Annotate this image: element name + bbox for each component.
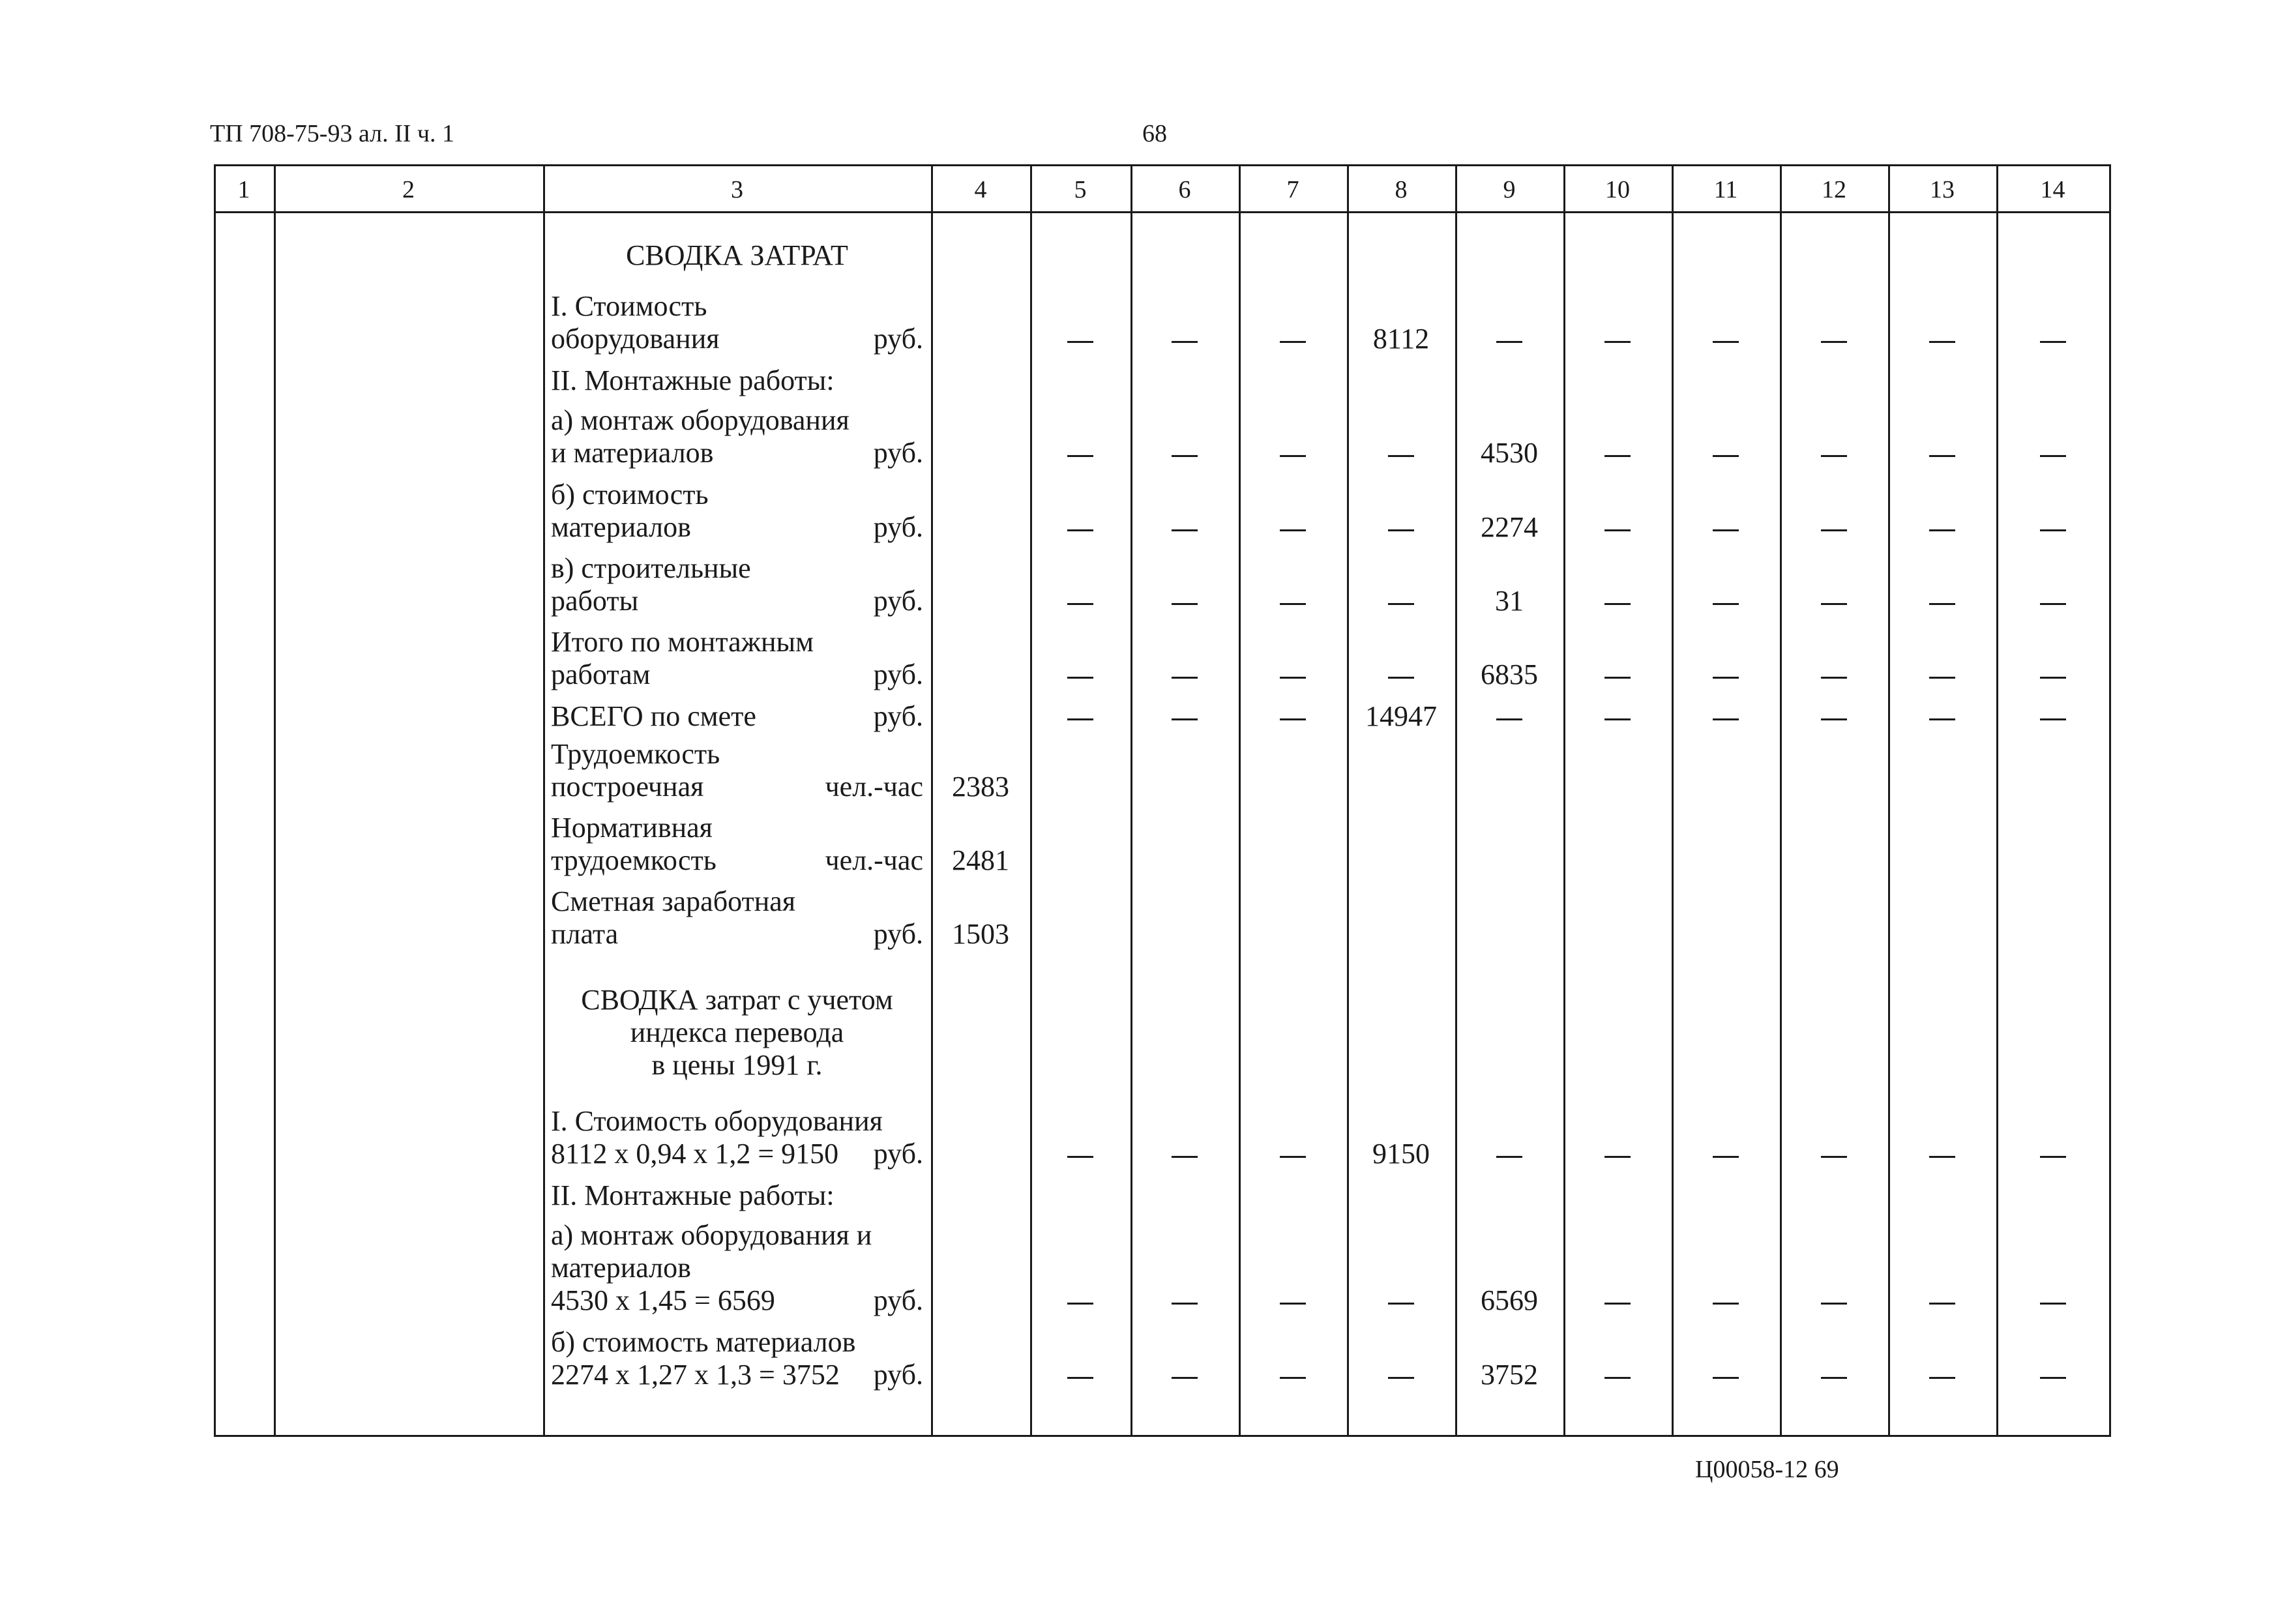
dash-mark <box>1172 603 1198 605</box>
unit-label: руб. <box>873 1138 923 1170</box>
value-cell: 8112 <box>1372 323 1430 355</box>
dash-mark <box>1713 603 1739 605</box>
section-title-line: СВОДКА затрат с учетом <box>581 984 893 1016</box>
column-number: 9 <box>1503 176 1516 203</box>
dash-mark <box>1067 529 1093 531</box>
dash-mark <box>2040 603 2066 605</box>
table-vertical-rule <box>1563 164 1565 1437</box>
row-label-line: трудоемкость <box>551 844 717 876</box>
unit-label: руб. <box>873 511 923 543</box>
dash-mark <box>1280 1377 1306 1379</box>
dash-mark <box>1929 529 1955 531</box>
table-vertical-rule <box>1455 164 1457 1437</box>
dash-mark <box>1929 1377 1955 1379</box>
value-cell: 3752 <box>1481 1359 1538 1391</box>
row-label-line: I. Стоимость оборудования <box>551 1105 883 1137</box>
footer-code: Ц00058-12 69 <box>1695 1456 1839 1483</box>
row-label-line: построечная <box>551 771 704 803</box>
row-label-line: II. Монтажные работы: <box>551 364 835 396</box>
dash-mark <box>1929 718 1955 720</box>
dash-mark <box>1604 677 1631 679</box>
row-label-line: 4530 x 1,45 = 6569 <box>551 1284 775 1316</box>
dash-mark <box>2040 1156 2066 1158</box>
dash-mark <box>1929 677 1955 679</box>
table-vertical-rule <box>1888 164 1890 1437</box>
dash-mark <box>2040 718 2066 720</box>
dash-mark <box>1604 1156 1631 1158</box>
column-number: 10 <box>1605 176 1630 203</box>
row-label-line: работы <box>551 585 639 617</box>
dash-mark <box>1496 341 1522 343</box>
table-vertical-rule <box>1030 164 1032 1437</box>
row-label-line: Нормативная <box>551 812 713 844</box>
dash-mark <box>1172 529 1198 531</box>
value-cell: 2383 <box>952 771 1009 803</box>
table-bottom-rule <box>214 1435 2111 1437</box>
dash-mark <box>1388 455 1414 457</box>
dash-mark <box>2040 455 2066 457</box>
dash-mark <box>1172 1377 1198 1379</box>
dash-mark <box>1604 603 1631 605</box>
dash-mark <box>1713 341 1739 343</box>
row-label-line: а) монтаж оборудования и <box>551 1219 872 1251</box>
dash-mark <box>1604 529 1631 531</box>
table-vertical-rule <box>1780 164 1782 1437</box>
dash-mark <box>1280 718 1306 720</box>
section-title: СВОДКА ЗАТРАТ <box>626 239 848 271</box>
dash-mark <box>1280 1156 1306 1158</box>
column-number: 12 <box>1822 176 1846 203</box>
dash-mark <box>1388 1377 1414 1379</box>
unit-label: руб. <box>873 658 923 690</box>
column-number: 14 <box>2040 176 2065 203</box>
value-cell: 4530 <box>1481 437 1538 469</box>
value-cell: 2481 <box>952 844 1009 876</box>
dash-mark <box>1496 718 1522 720</box>
row-label-line: ВСЕГО по смете <box>551 700 756 732</box>
column-number: 2 <box>402 176 415 203</box>
cost-summary-table <box>214 164 2111 1437</box>
unit-label: руб. <box>873 700 923 732</box>
dash-mark <box>1821 1377 1847 1379</box>
dash-mark <box>1821 1156 1847 1158</box>
column-number: 8 <box>1395 176 1408 203</box>
unit-label: чел.-час <box>825 771 923 803</box>
dash-mark <box>1280 677 1306 679</box>
dash-mark <box>1388 529 1414 531</box>
dash-mark <box>1821 603 1847 605</box>
dash-mark <box>1604 718 1631 720</box>
row-label-line: I. Стоимость <box>551 290 707 322</box>
dash-mark <box>1172 455 1198 457</box>
row-label-line: II. Монтажные работы: <box>551 1179 835 1211</box>
unit-label: руб. <box>873 1359 923 1391</box>
row-label-line: Итого по монтажным <box>551 626 814 658</box>
dash-mark <box>1067 718 1093 720</box>
dash-mark <box>1280 529 1306 531</box>
dash-mark <box>1280 341 1306 343</box>
value-cell: 9150 <box>1372 1138 1430 1170</box>
dash-mark <box>1713 718 1739 720</box>
dash-mark <box>1172 1156 1198 1158</box>
row-label-line: материалов <box>551 511 691 543</box>
unit-label: руб. <box>873 1284 923 1316</box>
dash-mark <box>1067 341 1093 343</box>
column-number: 7 <box>1286 176 1299 203</box>
value-cell: 14947 <box>1365 700 1437 732</box>
value-cell: 2274 <box>1481 511 1538 543</box>
dash-mark <box>1604 341 1631 343</box>
dash-mark <box>1929 455 1955 457</box>
dash-mark <box>1604 1377 1631 1379</box>
table-vertical-rule <box>2109 164 2111 1437</box>
dash-mark <box>1604 1303 1631 1305</box>
row-label-line: б) стоимость <box>551 479 709 510</box>
table-vertical-rule <box>274 164 276 1437</box>
table-vertical-rule <box>1131 164 1132 1437</box>
dash-mark <box>1713 455 1739 457</box>
page-number: 68 <box>1142 120 1167 147</box>
dash-mark <box>1713 677 1739 679</box>
dash-mark <box>1929 603 1955 605</box>
row-label-line: оборудования <box>551 323 720 355</box>
dash-mark <box>2040 1377 2066 1379</box>
column-number: 11 <box>1713 176 1738 203</box>
dash-mark <box>1821 341 1847 343</box>
dash-mark <box>1067 677 1093 679</box>
dash-mark <box>1172 341 1198 343</box>
dash-mark <box>1172 718 1198 720</box>
table-vertical-rule <box>1996 164 1998 1437</box>
dash-mark <box>1496 1156 1522 1158</box>
unit-label: руб. <box>873 323 923 355</box>
unit-label: руб. <box>873 585 923 617</box>
dash-mark <box>1280 603 1306 605</box>
dash-mark <box>2040 529 2066 531</box>
value-cell: 31 <box>1495 585 1524 617</box>
row-label-line: 8112 x 0,94 x 1,2 = 9150 <box>551 1138 839 1170</box>
row-label-line: в) строительные <box>551 552 751 584</box>
dash-mark <box>1929 1156 1955 1158</box>
column-number: 6 <box>1178 176 1191 203</box>
column-number: 1 <box>237 176 250 203</box>
column-number: 13 <box>1930 176 1955 203</box>
dash-mark <box>1713 1303 1739 1305</box>
dash-mark <box>1388 1303 1414 1305</box>
dash-mark <box>1280 1303 1306 1305</box>
row-label-line: и материалов <box>551 437 714 469</box>
row-label-line: Трудоемкость <box>551 738 720 770</box>
dash-mark <box>2040 1303 2066 1305</box>
row-label-line: а) монтаж оборудования <box>551 404 850 436</box>
dash-mark <box>1821 677 1847 679</box>
row-label-line: Сметная заработная <box>551 885 796 917</box>
value-cell: 1503 <box>952 918 1009 950</box>
row-label-line: материалов <box>551 1252 691 1284</box>
dash-mark <box>1821 1303 1847 1305</box>
dash-mark <box>1388 677 1414 679</box>
row-label-line: работам <box>551 658 651 690</box>
table-vertical-rule <box>214 164 216 1437</box>
table-header-rule <box>214 211 2111 213</box>
section-title-line: в цены 1991 г. <box>651 1049 823 1081</box>
dash-mark <box>1067 1156 1093 1158</box>
table-top-rule <box>214 164 2111 166</box>
section-title-line: индекса перевода <box>630 1016 844 1048</box>
dash-mark <box>1929 1303 1955 1305</box>
dash-mark <box>1388 603 1414 605</box>
column-number: 3 <box>731 176 743 203</box>
unit-label: руб. <box>873 437 923 469</box>
dash-mark <box>1067 603 1093 605</box>
dash-mark <box>1067 1303 1093 1305</box>
value-cell: 6569 <box>1481 1284 1538 1316</box>
unit-label: руб. <box>873 918 923 950</box>
dash-mark <box>2040 341 2066 343</box>
dash-mark <box>1821 718 1847 720</box>
dash-mark <box>1713 529 1739 531</box>
column-number: 4 <box>974 176 987 203</box>
dash-mark <box>1821 529 1847 531</box>
row-label-line: 2274 x 1,27 x 1,3 = 3752 <box>551 1359 840 1391</box>
row-label-line: плата <box>551 918 619 950</box>
value-cell: 6835 <box>1481 658 1538 690</box>
column-number: 5 <box>1074 176 1087 203</box>
dash-mark <box>1604 455 1631 457</box>
table-vertical-rule <box>543 164 545 1437</box>
dash-mark <box>1713 1377 1739 1379</box>
table-vertical-rule <box>1239 164 1241 1437</box>
dash-mark <box>1067 455 1093 457</box>
dash-mark <box>1067 1377 1093 1379</box>
document-code: ТП 708-75-93 ал. II ч. 1 <box>210 120 455 147</box>
row-label-line: б) стоимость материалов <box>551 1326 856 1358</box>
dash-mark <box>2040 677 2066 679</box>
dash-mark <box>1280 455 1306 457</box>
dash-mark <box>1929 341 1955 343</box>
dash-mark <box>1821 455 1847 457</box>
dash-mark <box>1713 1156 1739 1158</box>
dash-mark <box>1172 1303 1198 1305</box>
table-vertical-rule <box>1672 164 1674 1437</box>
unit-label: чел.-час <box>825 844 923 876</box>
dash-mark <box>1172 677 1198 679</box>
